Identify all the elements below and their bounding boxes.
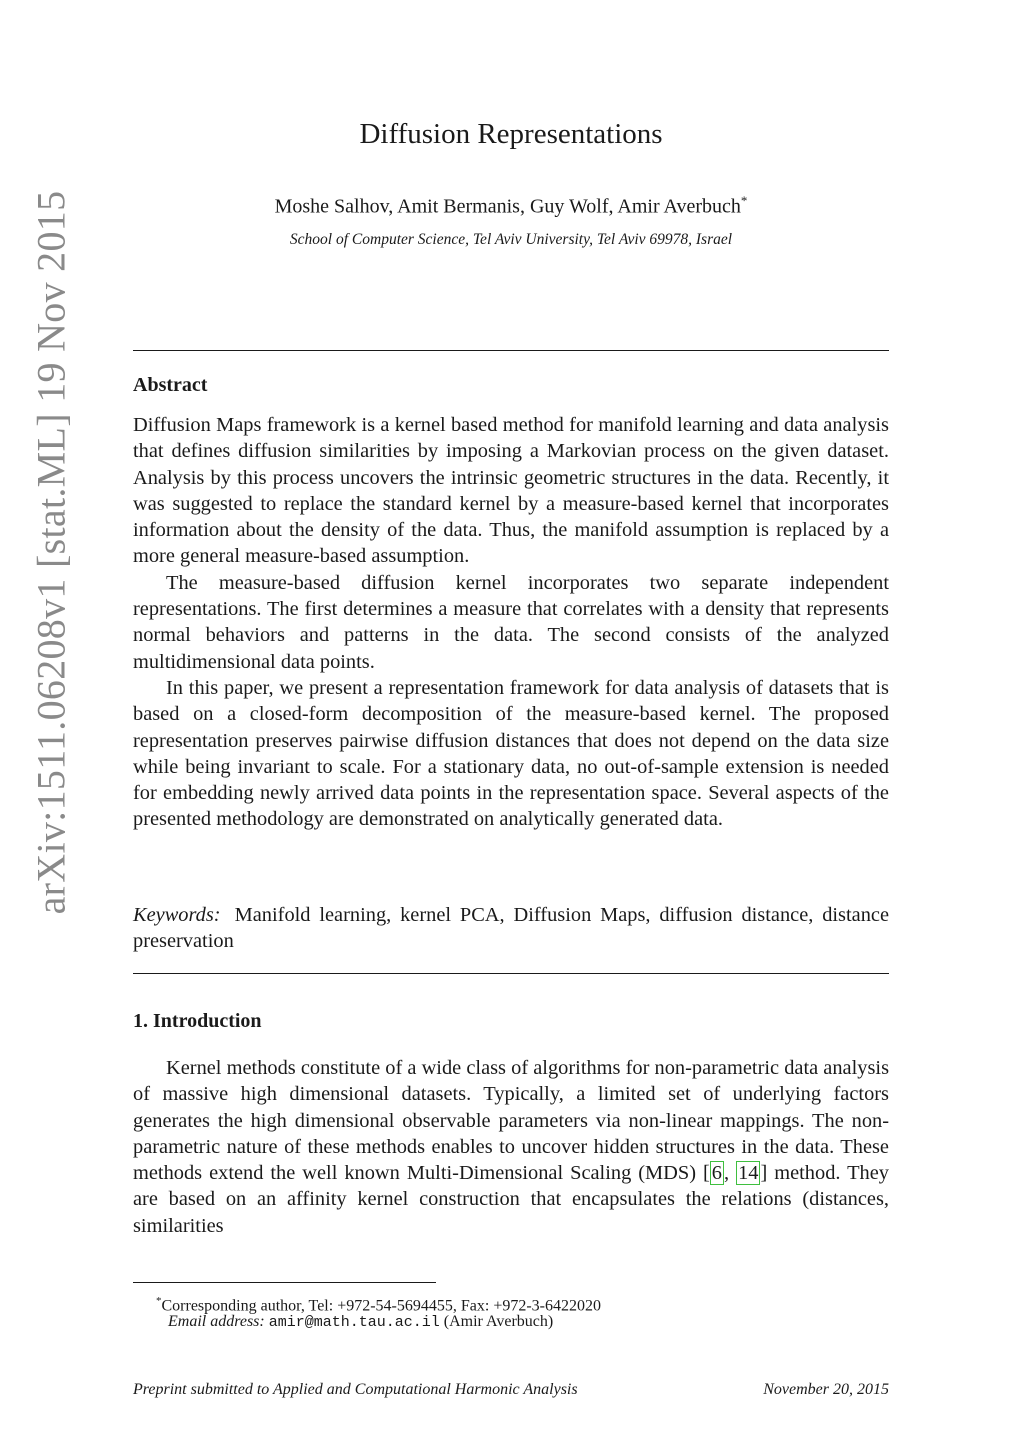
abstract-body xyxy=(133,412,889,833)
footer-date: November 20, 2015 xyxy=(763,1381,889,1398)
top-rule xyxy=(133,350,889,351)
email-link[interactable]: amir@math.tau.ac.il xyxy=(268,1314,440,1331)
page-footer xyxy=(133,1381,889,1399)
arxiv-identifier-text: arXiv:1511.06208v1 [stat.ML] 19 Nov 2015 xyxy=(28,190,74,915)
abstract-paragraph: In this paper, we present a representation framework for data analysis of datasets that is based on a closed-form decomposition of the measure-based kernel. The proposed representation preserves pairwise diffusion distances that does not depend on the data size while being invariant to scale. For a stationary data, no out-of-sample extension is needed for embedding newly arrived data points in the representation space. Several aspects of the presented methodology are demonstrated on analytically generated data. xyxy=(133,676,889,831)
email-label: Email address: xyxy=(168,1313,265,1330)
author-names: Moshe Salhov, Amit Bermanis, Guy Wolf, Amir Averbuch xyxy=(274,195,741,218)
paper-title: Diffusion Representations xyxy=(359,118,663,150)
footer-submission: Preprint submitted to Applied and Computational Harmonic Analysis xyxy=(133,1381,578,1398)
keywords-label: Keywords: xyxy=(133,904,221,926)
bottom-rule xyxy=(133,973,889,974)
abstract-paragraph: The measure-based diffusion kernel incorporates two separate independent representations. The first determines a measure that correlates with a density that represents normal behaviors and patterns in the data. The second consists of the analyzed multidimensional data points. xyxy=(133,571,889,673)
section-heading-introduction: 1. Introduction xyxy=(133,1010,262,1032)
keywords xyxy=(133,902,889,955)
footnote-mark: * xyxy=(156,1295,162,1307)
abstract-paragraph: Diffusion Maps framework is a kernel based method for manifold learning and data analysis that defines diffusion similarities by imposing a Markovian process on the given dataset. Analysis by this process uncovers the intrinsic geometric structures in the data. Recently, it was suggested to replace the standard kernel by a measure-based kernel that incorporates information about the density of the data. Thus, the manifold assumption is replaced by a more general measure-based assumption. xyxy=(133,414,889,568)
intro-text-before: Kernel methods constitute of a wide class of algorithms for non-parametric data analysis of massive high dimensional datasets. Typically, a limited set of underlying factors generates the high dimensional observable parameters via non-linear mappings. The non-parametric nature of these methods enables to uncover hidden structures in the data. These methods extend the well known Multi-Dimensional Scaling (MDS) [ xyxy=(133,1057,889,1185)
citation-separator: , xyxy=(724,1162,737,1185)
citation-link-14[interactable]: 14 xyxy=(738,1162,759,1185)
corresponding-author-mark: * xyxy=(740,193,748,208)
footnote-email xyxy=(168,1312,901,1333)
footnote-contact: Corresponding author, Tel: +972-54-5694455, Fax: +972-3-6422020 xyxy=(161,1297,601,1315)
footnote-rule xyxy=(133,1282,436,1283)
author-list xyxy=(133,193,889,219)
arxiv-identifier-stamp xyxy=(28,150,74,955)
keywords-text: Manifold learning, kernel PCA, Diffusion Maps, diffusion distance, distance preservation xyxy=(133,904,889,953)
affiliation: School of Computer Science, Tel Aviv University, Tel Aviv 69978, Israel xyxy=(289,231,733,248)
email-name: (Amir Averbuch) xyxy=(443,1313,554,1330)
abstract-heading: Abstract xyxy=(133,374,208,396)
citation-link-6[interactable]: 6 xyxy=(711,1162,722,1185)
intro-text-after: ] method. They are based on an affinity kernel construction that encapsulates the relations (distances, similarities xyxy=(133,1162,889,1237)
introduction-paragraph xyxy=(133,1055,889,1239)
